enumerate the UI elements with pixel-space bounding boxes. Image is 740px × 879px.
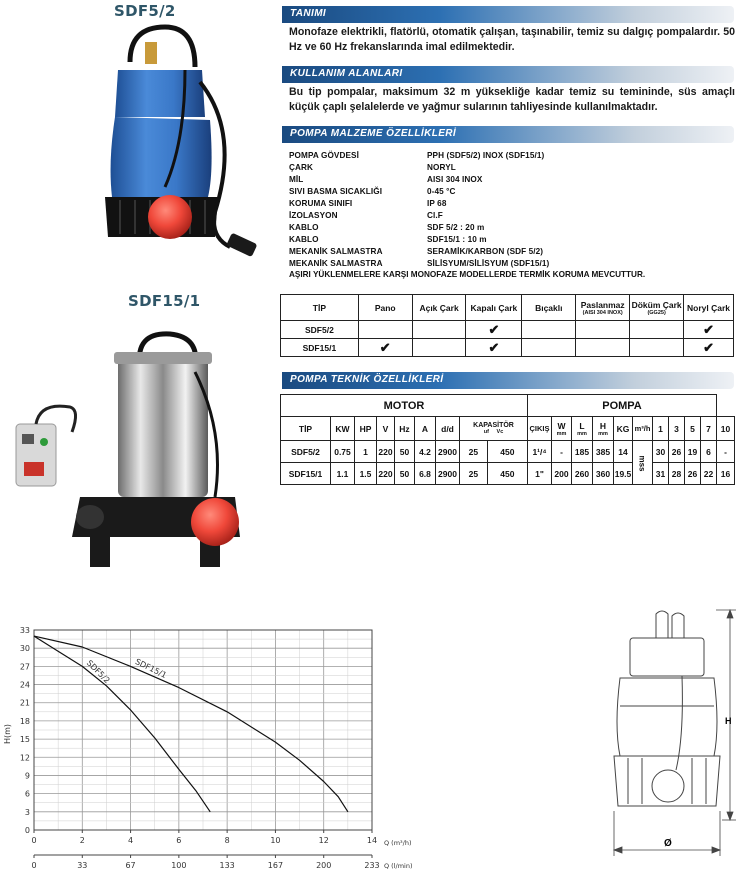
tech-cell: 360	[593, 463, 614, 485]
tech-cell: SDF5/2	[281, 441, 331, 463]
tech-header: Hz	[395, 417, 415, 441]
y-tick-label: 6	[24, 789, 30, 799]
tech-cell: 1.5	[355, 463, 377, 485]
features-type: SDF15/1	[281, 339, 359, 357]
tech-cell: 30	[653, 441, 669, 463]
material-key: POMPA GÖVDESİ	[289, 151, 359, 160]
tech-header: m³/h	[633, 417, 653, 441]
y-tick-label: 12	[19, 753, 30, 763]
tech-cell: 25	[460, 441, 488, 463]
y-tick-label: 18	[19, 716, 30, 726]
diameter-label: Ø	[664, 838, 672, 849]
capacitor-units: uf Vc	[483, 429, 504, 435]
sdf52-title: SDF5/2	[114, 2, 176, 20]
tech-cell: 31	[653, 463, 669, 485]
tech-header: W	[557, 420, 566, 431]
tech-header: L	[579, 420, 585, 431]
x-tick-label: 10	[270, 836, 281, 845]
chart-series	[34, 636, 348, 812]
check-icon: ✔	[703, 339, 714, 355]
tech-cell: 4.2	[415, 441, 436, 463]
tech-row	[281, 463, 735, 485]
tech-header: 3	[669, 417, 685, 441]
tanimi-text: Monofaze elektrikli, flatörlü, otomatik çalışan, taşınabilir, temiz su dalgıç pompalardır. 50 Hz ve 60 Hz frekanslarında imal edilmektedir.	[289, 26, 735, 53]
features-subheader: (GG25)	[647, 309, 666, 316]
features-header: Bıçaklı	[522, 295, 576, 321]
material-key: KORUMA SINIFI	[289, 199, 353, 208]
tech-cell: 1.1	[331, 463, 355, 485]
tech-cell: 1"	[528, 463, 552, 485]
tech-cell: 26	[669, 441, 685, 463]
check-cell	[358, 339, 412, 357]
tech-cell: 1¹/⁴	[528, 441, 552, 463]
features-header: Noryl Çark	[684, 295, 734, 321]
features-header: Paslanmaz	[580, 299, 625, 310]
tech-header: TİP	[281, 417, 331, 441]
tech-header: ÇIKIŞ	[528, 417, 552, 441]
x-tick-label: 8	[224, 836, 230, 845]
x-tick-label: 6	[176, 836, 182, 845]
material-key: ÇARK	[289, 163, 314, 172]
y-tick-label: 15	[19, 735, 30, 745]
x-axis-label: Q (m³/h)	[384, 839, 412, 847]
material-key: KABLO	[289, 223, 319, 232]
tech-cell: 450	[487, 441, 527, 463]
tech-header: 1	[653, 417, 669, 441]
tech-cell: 2900	[436, 441, 460, 463]
material-key: KABLO	[289, 235, 319, 244]
y-tick-label: 21	[19, 698, 30, 708]
material-value: NORYL	[427, 163, 456, 172]
tech-cell: 19.5	[614, 463, 633, 485]
check-cell	[466, 339, 522, 357]
tech-header: 5	[685, 417, 701, 441]
tech-cell: 200	[552, 463, 572, 485]
malzeme-header	[282, 126, 734, 143]
tech-cell: 25	[460, 463, 488, 485]
check-cell	[412, 321, 466, 339]
tech-header: V	[377, 417, 395, 441]
tech-header: A	[415, 417, 436, 441]
y-tick-label: 30	[19, 644, 30, 654]
tech-cell: 0.75	[331, 441, 355, 463]
overload-note: AŞIRI YÜKLENMELERE KARŞI MONOFAZE MODELLERDE TERMİK KORUMA MEVCUTTUR.	[289, 270, 646, 279]
x2-tick-label: 100	[171, 861, 187, 870]
y-tick-label: 33	[19, 626, 30, 635]
tech-cell: 450	[487, 463, 527, 485]
series-label: SDF15/1	[133, 657, 169, 680]
x2-tick-label: 33	[77, 861, 88, 870]
tech-row	[281, 441, 735, 463]
material-value: SİLİSYUM/SİLİSYUM (SDF15/1)	[427, 259, 550, 268]
performance-chart	[0, 606, 413, 879]
sdf52-pump-image	[90, 22, 270, 277]
mss-cell	[633, 441, 653, 485]
y-tick-label: 9	[24, 771, 30, 781]
x2-tick-label: 67	[125, 861, 136, 870]
material-value: SERAMİK/KARBON (SDF 5/2)	[427, 247, 544, 256]
tech-header: 7	[701, 417, 717, 441]
features-header-cell	[576, 295, 630, 321]
tech-header: KW	[331, 417, 355, 441]
features-header: Açık Çark	[412, 295, 466, 321]
features-table	[280, 294, 734, 357]
material-key: MİL	[289, 175, 304, 184]
material-value: PPH (SDF5/2) INOX (SDF15/1)	[427, 151, 545, 160]
y-tick-label: 0	[24, 826, 30, 835]
x-tick-label: 14	[366, 836, 378, 845]
series-label: SDF5/2	[84, 658, 112, 686]
capacitor-header	[460, 417, 528, 441]
teknik-header	[282, 372, 734, 389]
check-icon: ✔	[379, 339, 391, 355]
tech-cell: -	[717, 441, 735, 463]
teknik-header-label: POMPA TEKNİK ÖZELLİKLERİ	[290, 374, 444, 385]
y-tick-label: 3	[24, 807, 30, 817]
tech-header: 10	[717, 417, 735, 441]
material-value: SDF 5/2 : 20 m	[427, 223, 485, 232]
features-row	[281, 321, 734, 339]
material-value: 0-45 °C	[427, 187, 456, 196]
height-label: H	[725, 716, 732, 726]
tech-cell: 14	[614, 441, 633, 463]
chart-grid	[34, 630, 372, 830]
check-cell	[630, 339, 684, 357]
tech-cell: 16	[717, 463, 735, 485]
kullanim-header	[282, 66, 734, 83]
kullanim-text: Bu tip pompalar, maksimum 32 m yüksekliğe kadar temiz su temininde, süs amaçlı küçük çaplı şelalelerde ve yağmur sularının tahliyesinde kullanılmaktadır.	[289, 86, 735, 113]
tech-header: d/d	[436, 417, 460, 441]
sdf151-pump-image	[10, 312, 270, 577]
tech-cell: 19	[685, 441, 701, 463]
y-axis-label: H(m)	[3, 723, 12, 745]
x-tick-label: 0	[31, 836, 37, 845]
check-cell	[466, 321, 522, 339]
x-tick-label: 12	[318, 836, 329, 845]
material-value: SDF15/1 : 10 m	[427, 235, 487, 244]
x2-tick-label: 133	[219, 861, 235, 870]
pompa-label: POMPA	[528, 395, 717, 417]
check-icon: ✔	[703, 321, 714, 337]
tech-cell: 28	[669, 463, 685, 485]
tech-cell: 1	[355, 441, 377, 463]
x2-tick-label: 167	[267, 861, 284, 870]
tech-cell: SDF15/1	[281, 463, 331, 485]
dimension-drawing	[598, 606, 740, 866]
x2-tick-label: 0	[31, 861, 37, 870]
check-cell	[630, 321, 684, 339]
tech-cell: 185	[572, 441, 593, 463]
tech-cell: 22	[701, 463, 717, 485]
check-cell	[522, 339, 576, 357]
tech-header: KG	[614, 417, 633, 441]
tech-header: KAPASİTÖR	[473, 422, 514, 429]
features-header: TİP	[281, 295, 359, 321]
material-value: AISI 304 INOX	[427, 175, 483, 184]
y-tick-label: 24	[19, 680, 30, 690]
check-cell	[358, 321, 412, 339]
tech-cell: 220	[377, 463, 395, 485]
material-key: İZOLASYON	[289, 211, 338, 220]
x2-tick-label: 200	[316, 861, 332, 870]
tech-header-cell	[552, 417, 572, 441]
features-type: SDF5/2	[281, 321, 359, 339]
features-header: Pano	[358, 295, 412, 321]
features-subheader: (AISI 304 INOX)	[582, 309, 623, 316]
tech-cell: 260	[572, 463, 593, 485]
features-header-cell	[630, 295, 684, 321]
sdf151-title: SDF15/1	[128, 292, 201, 310]
x2-tick-label: 233	[364, 861, 380, 870]
mss-label: mss	[637, 454, 647, 472]
features-header: Kapalı Çark	[466, 295, 522, 321]
tech-header: H	[599, 420, 607, 431]
unit-label: mm	[556, 430, 567, 437]
check-icon: ✔	[488, 339, 500, 355]
check-cell	[576, 321, 630, 339]
tech-header-cell	[593, 417, 614, 441]
tech-header-cell	[572, 417, 593, 441]
material-key: MEKANİK SALMASTRA	[289, 259, 383, 268]
tanimi-header	[282, 6, 734, 23]
features-row	[281, 339, 734, 357]
tech-cell: 50	[395, 463, 415, 485]
tech-table	[280, 394, 735, 485]
check-cell	[412, 339, 466, 357]
y-tick-label: 27	[19, 662, 30, 672]
malzeme-header-label: POMPA MALZEME ÖZELLİKLERİ	[290, 128, 457, 139]
material-value: Cl.F	[427, 211, 443, 220]
features-header: Döküm Çark	[631, 299, 682, 310]
tech-cell: 6.8	[415, 463, 436, 485]
x-axis-label-2: Q (l/min)	[384, 862, 413, 870]
check-cell	[522, 321, 576, 339]
tech-cell: 6	[701, 441, 717, 463]
tech-header: HP	[355, 417, 377, 441]
x-tick-label: 2	[79, 836, 85, 845]
unit-label: mm	[577, 430, 587, 437]
tech-cell: 2900	[436, 463, 460, 485]
motor-label: MOTOR	[281, 395, 528, 417]
tech-cell: 220	[377, 441, 395, 463]
unit-label: mm	[598, 430, 608, 437]
x-tick-label: 4	[128, 836, 134, 845]
check-icon: ✔	[488, 321, 500, 337]
check-cell	[684, 339, 734, 357]
check-cell	[684, 321, 734, 339]
tech-cell: 385	[593, 441, 614, 463]
tanimi-header-label: TANIMI	[290, 8, 327, 19]
material-value: IP 68	[427, 199, 447, 208]
check-cell	[576, 339, 630, 357]
tech-cell: 50	[395, 441, 415, 463]
tech-cell: 26	[685, 463, 701, 485]
material-key: MEKANİK SALMASTRA	[289, 247, 383, 256]
tech-cell: -	[552, 441, 572, 463]
material-key: SIVI BASMA SICAKLIĞI	[289, 187, 383, 196]
kullanim-header-label: KULLANIM ALANLARI	[290, 68, 403, 79]
